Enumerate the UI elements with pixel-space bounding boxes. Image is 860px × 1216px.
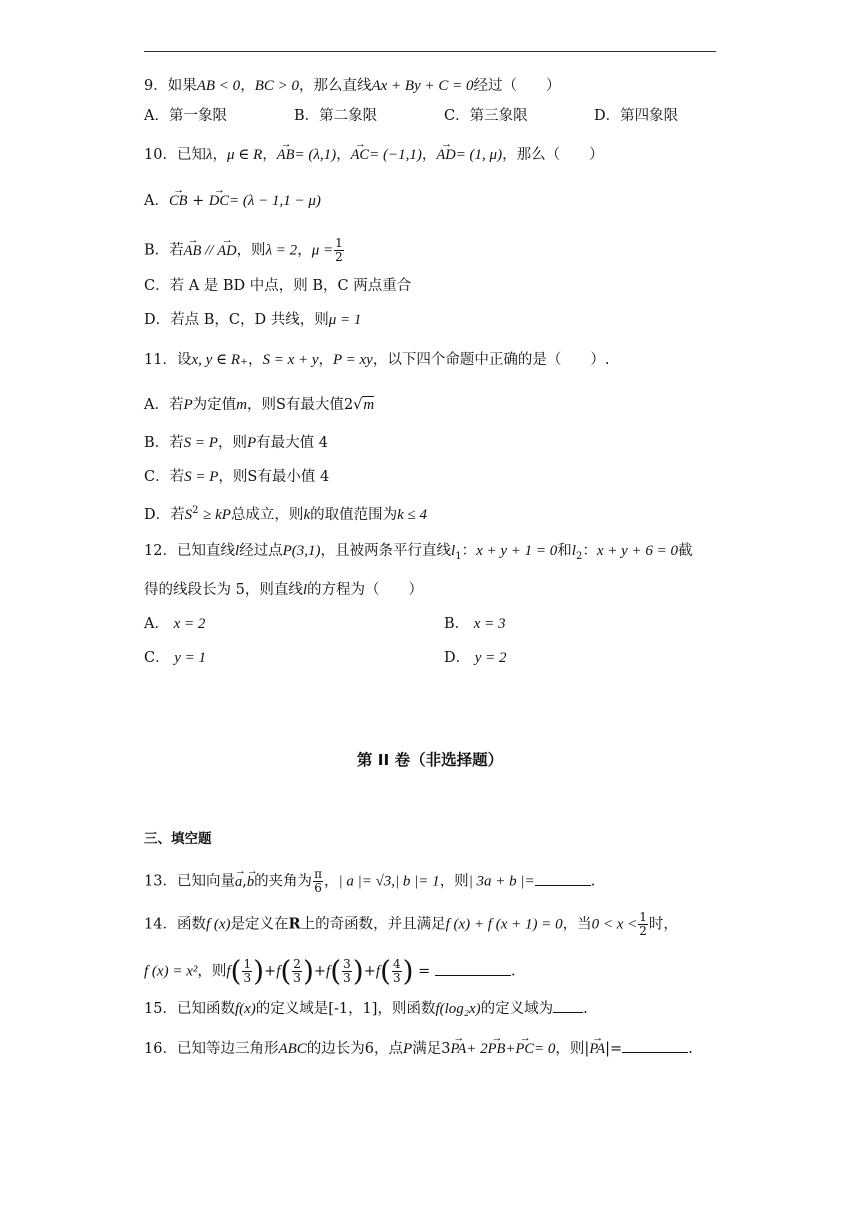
math: P <box>246 435 257 451</box>
text: 为定值 <box>192 397 237 413</box>
header-rule <box>144 51 716 52</box>
option-b[interactable] <box>144 237 345 264</box>
text: ，则 <box>236 242 266 259</box>
math: f(x) <box>234 1001 256 1017</box>
vector-ad: → AD <box>217 241 236 261</box>
option-a[interactable]: A．第一象限 <box>144 108 227 124</box>
question-12 <box>144 541 693 567</box>
text: D．若点 B，C，D 共线，则 <box>144 312 329 328</box>
math: μ ∈ R <box>226 147 263 163</box>
text: 截 <box>678 543 693 559</box>
question-9 <box>144 76 561 96</box>
vector-pa: → PA <box>589 1039 605 1059</box>
text: 有最大值 4 <box>256 435 328 451</box>
text: 的定义域是[-1，1]，则函数 <box>255 1001 436 1017</box>
text: ，则S有最大值 <box>247 397 344 413</box>
math: m <box>236 397 247 413</box>
math: = (λ − 1,1 − μ) <box>229 193 321 209</box>
text: A．若 <box>144 397 184 413</box>
text: 经过（ ） <box>473 78 561 94</box>
math: λ = 2 <box>265 242 298 259</box>
math: R <box>288 915 301 933</box>
option-label: A． <box>144 193 169 209</box>
text: ， <box>212 147 227 163</box>
question-14 <box>144 911 678 938</box>
text: B．若 <box>144 435 184 451</box>
math: ≥ kP <box>203 506 231 523</box>
math: + <box>363 963 376 980</box>
math: ABC <box>278 1041 307 1057</box>
math: l <box>571 543 576 559</box>
math: P <box>403 1041 413 1057</box>
option-d[interactable]: D．第四象限 <box>594 108 679 124</box>
text: 已知向量 <box>176 873 235 890</box>
text: ，则S有最小值 4 <box>218 469 330 485</box>
text: ，则 <box>555 1041 585 1057</box>
text: 的夹角为 <box>254 873 313 890</box>
text: 和 <box>557 543 572 559</box>
text: ： <box>461 543 477 559</box>
text: 得的线段长为 5，则直线 <box>144 582 303 598</box>
vector-ab: → AB <box>277 145 295 165</box>
answer-blank[interactable] <box>622 1038 688 1053</box>
question-number: 11． <box>144 352 177 368</box>
math: x, y ∈ R₊ <box>191 352 248 368</box>
option-b[interactable] <box>144 433 328 453</box>
answer-blank[interactable] <box>535 871 591 886</box>
text: 已知等边三角形 <box>176 1041 279 1057</box>
fraction: $\frac{1}{2}$ <box>335 236 343 264</box>
answer-blank[interactable] <box>553 998 583 1013</box>
math: = (1, μ) <box>455 147 503 163</box>
math: = (λ,1) <box>294 147 337 163</box>
question-number: 13． <box>144 873 177 890</box>
text: . <box>590 873 596 890</box>
text: . <box>510 963 516 980</box>
text: 已知函数 <box>176 1001 235 1017</box>
text: 总成立，则 <box>230 506 304 523</box>
text: 已知 <box>176 147 206 163</box>
question-14-line2: f (x) = x²，则f( $\frac{1}{3}$ )+f( $\frac{2}{3}$ )+f( $\frac{3}{3}$ )+f( $\frac{4}{3}$ ) = . <box>144 954 516 988</box>
vector-pb: → PB <box>488 1039 506 1059</box>
vector-cb: → CB <box>169 191 188 211</box>
math: S = P <box>184 469 219 485</box>
math: = 0 <box>534 1041 556 1057</box>
text: 如果 <box>167 78 197 94</box>
option-label: B．若 <box>144 242 184 259</box>
line-equation: Ax + By + C = 0 <box>371 78 474 94</box>
math: l <box>302 582 308 598</box>
option-b[interactable]: B． x = 3 <box>444 616 506 632</box>
math: f(log₂x) <box>435 1001 481 1017</box>
option-d[interactable] <box>144 501 427 525</box>
question-number: 12． <box>144 543 177 559</box>
fraction: $\frac{3}{3}$ <box>343 957 351 985</box>
text: 满足 <box>412 1041 442 1057</box>
question-number: 16． <box>144 1041 177 1057</box>
question-11: 11．设x, y ∈ R₊，S = x + y，P = xy，以下四个命题中正确的是（ ）. <box>144 352 610 368</box>
text: 设 <box>176 352 192 368</box>
text: 的边长为6，点 <box>306 1041 404 1057</box>
text: 已知直线 <box>176 543 235 559</box>
math: x + y + 1 = 0 <box>476 543 558 559</box>
condition-ab: AB < 0 <box>196 78 241 94</box>
math: P(3,1) <box>282 543 321 559</box>
math: + <box>192 193 205 209</box>
question-number: 14． <box>144 916 177 933</box>
vector-pc: → PC <box>516 1039 535 1059</box>
vector-ad: → AD <box>436 145 455 165</box>
math: k ≤ 4 <box>397 506 427 523</box>
text: ，那么直线 <box>298 78 372 94</box>
question-12-line2 <box>144 580 423 600</box>
math: f (x) <box>205 916 231 933</box>
math: + <box>313 963 327 980</box>
math: f <box>226 963 231 980</box>
text: , <box>242 873 247 890</box>
text: ， <box>297 242 312 259</box>
text: ，那么（ ） <box>502 147 604 163</box>
math: | a |= √3,| b |= 1 <box>338 873 440 890</box>
math: + <box>505 1041 516 1057</box>
text: ，则 <box>439 873 469 890</box>
text: 时， <box>648 916 678 933</box>
text: ，则 <box>217 435 247 451</box>
text: 是定义在 <box>230 916 289 933</box>
option-c[interactable]: C． y = 1 <box>144 650 206 666</box>
option-a[interactable]: A． x = 2 <box>144 616 206 632</box>
math: l <box>451 543 456 559</box>
fraction: $\frac{4}{3}$ <box>392 957 401 985</box>
question-15 <box>144 998 588 1019</box>
section-heading: 三、填空题 <box>144 831 212 847</box>
fraction: $\frac{2}{3}$ <box>293 957 301 985</box>
option-d[interactable]: D． y = 2 <box>444 650 507 666</box>
math: + <box>264 963 277 980</box>
math: // <box>201 242 218 259</box>
option-c[interactable]: C．若 A 是 BD 中点，则 B，C 两点重合 <box>144 278 412 294</box>
text: ，以下四个命题中正确的是（ ）. <box>372 352 610 368</box>
vector-b: → b <box>247 872 254 892</box>
text: . <box>688 1041 693 1057</box>
option-d[interactable] <box>144 310 361 330</box>
condition-bc: BC > 0 <box>254 78 299 94</box>
math: x + y + 6 = 0 <box>596 543 678 559</box>
math: 0 < x < <box>591 916 638 933</box>
math: 3 <box>441 1041 451 1057</box>
text: 的定义域为 <box>480 1001 554 1017</box>
math: 2 <box>343 397 354 413</box>
math: l <box>234 543 240 559</box>
option-c[interactable] <box>144 467 329 487</box>
part-title: 第 II 卷（非选择题） <box>356 751 504 769</box>
math: k <box>303 506 311 523</box>
math: P <box>183 397 193 413</box>
text: 的方程为（ ） <box>307 582 424 598</box>
text: 的取值范围为 <box>310 506 398 523</box>
math: 2 <box>575 550 583 562</box>
math: λ <box>205 147 213 163</box>
fraction: $\frac{1}{3}$ <box>243 957 252 985</box>
text: 上的奇函数，并且满足 <box>300 916 446 933</box>
question-10: 10．已知λ，μ ∈ R，→ AB= (λ,1)，→ AC= (−1,1)，→ AD= (1, μ)，那么（ ） <box>144 145 604 165</box>
vector-pa: → PA <box>450 1039 466 1059</box>
text: C．若 <box>144 469 185 485</box>
math: S = P <box>183 435 218 451</box>
math: | 3a + b |= <box>468 873 535 890</box>
question-number: 15． <box>144 1001 177 1017</box>
math: = (−1,1) <box>369 147 422 163</box>
question-number: 10． <box>144 147 177 163</box>
question-13 <box>144 868 595 895</box>
text: D．若 <box>144 506 185 523</box>
question-16 <box>144 1038 693 1059</box>
text: 经过点 <box>239 543 283 559</box>
math: μ = 1 <box>328 312 362 328</box>
option-a[interactable] <box>144 191 321 211</box>
option-a[interactable] <box>144 395 374 415</box>
text: ，当 <box>562 916 592 933</box>
vector-a: → a <box>235 872 242 892</box>
fraction: $\frac{1}{2}$ <box>639 910 647 938</box>
math: f (x) = x² <box>144 963 198 980</box>
math: f (x) + f (x + 1) = 0 <box>445 916 563 933</box>
math: μ = <box>311 242 334 259</box>
math: S = x + y <box>262 352 319 368</box>
math: P = xy <box>333 352 373 368</box>
math: |= <box>605 1041 623 1057</box>
option-c[interactable]: C．第三象限 <box>444 108 528 124</box>
vector-ab: → AB <box>184 241 202 261</box>
math: 2 <box>192 505 199 516</box>
math: | <box>584 1041 590 1057</box>
text: ， <box>323 873 339 890</box>
sqrt-sign: √ <box>353 397 363 413</box>
vector-ac: → AC <box>351 145 370 165</box>
math: + 2 <box>466 1041 488 1057</box>
math: m <box>363 397 375 413</box>
math: = <box>418 963 431 980</box>
text: 函数 <box>176 916 206 933</box>
math: 1 <box>455 550 462 562</box>
text: ， <box>262 147 277 163</box>
vector-dc: → DC <box>209 191 229 211</box>
option-b[interactable]: B．第二象限 <box>294 108 378 124</box>
math: S <box>184 506 193 523</box>
text: ，则 <box>197 963 227 980</box>
text: ： <box>582 543 597 559</box>
answer-blank[interactable] <box>435 961 511 976</box>
fraction: $\frac{\pi}{6}$ <box>314 867 322 895</box>
text: ，且被两条平行直线 <box>320 543 452 559</box>
text: ， <box>240 78 255 94</box>
question-number: 9． <box>144 78 168 94</box>
text: . <box>583 1001 588 1017</box>
